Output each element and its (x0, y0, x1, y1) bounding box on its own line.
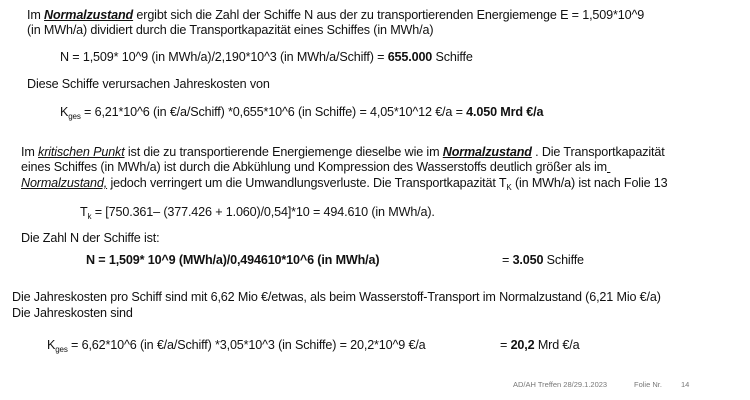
formula-ship-count: N = 1,509* 10^9 (in MWh/a)/2,190*10^3 (in MWh/a/Schiff) = 655.000 Schiffe (60, 50, 473, 64)
intro-line-1: Im Normalzustand ergibt sich die Zahl der Schiffe N aus der zu transportierenden Energiemenge E = 1,509*10^9 (27, 8, 645, 22)
formula-ship-count-critical: N = 1,509* 10^9 (MWh/a)/0,494610*10^6 (in MWh/a) (86, 253, 380, 267)
costs-intro: Diese Schiffe verursachen Jahreskosten von (27, 77, 270, 91)
footer-page-number: 14 (681, 380, 690, 389)
term-kritischer-punkt: kritischen Punkt (38, 145, 125, 159)
critical-line-1: Im kritischen Punkt ist die zu transportierende Energiemenge dieselbe wie im Normalzustand . Die Transportkapazität (21, 145, 665, 159)
intro-line-2: (in MWh/a) dividiert durch die Transportkapazität eines Schiffes (in MWh/a) (27, 23, 434, 37)
footer-folie-label: Folie Nr. (634, 380, 662, 389)
footer-meeting: AD/AH Treffen 28/29.1.2023 (513, 380, 608, 389)
formula-transport-capacity: $T_k = [750.361-$ (377.426 + 1.060)/0,54]*10 = 494.610 (in MWh/a). (80, 205, 435, 221)
critical-line-3: Normalzustand, jedoch verringert um die Umwandlungsverluste. Die Transportkapazität $T_K$ (in MWh/a) ist nach Folie 13 (21, 176, 668, 192)
annual-costs-result: 4.050 (466, 105, 497, 119)
ship-count-result: 655.000 (387, 50, 433, 64)
term-normalzustand-3: Normalzustand, (21, 176, 108, 190)
annual-costs-critical-result: = 20,2 Mrd €/a (500, 338, 580, 352)
term-normalzustand-2: Normalzustand (442, 145, 532, 159)
term-normalzustand: Normalzustand (44, 8, 134, 22)
count-intro: Die Zahl N der Schiffe ist: (21, 231, 160, 245)
critical-line-2: eines Schiffes (in MWh/a) ist durch die Abkühlung und Kompression des Wasserstoffs deutlich größer als im (21, 160, 607, 174)
formula-annual-costs: $K_{ges}$ = 6,21*10^6 (in €/a/Schiff) *0,655*10^6 (in Schiffe) = 4,05*10^12 €/a = 4.050 Mrd €/a (60, 105, 544, 121)
formula-annual-costs-critical: $K_{ges}$ = 6,62*10^6 (in €/a/Schiff) *3,05*10^3 (in Schiffe) = 20,2*10^9 €/a (47, 338, 426, 354)
ship-count-critical-result: = 3.050 Schiffe (502, 253, 584, 267)
costs-comparison-line: Die Jahreskosten pro Schiff sind mit 6,62 Mio €/etwas, als beim Wasserstoff-Transport im Normalzustand (6,21 Mio €/a) (12, 290, 661, 304)
costs-intro-2: Die Jahreskosten sind (12, 306, 133, 320)
